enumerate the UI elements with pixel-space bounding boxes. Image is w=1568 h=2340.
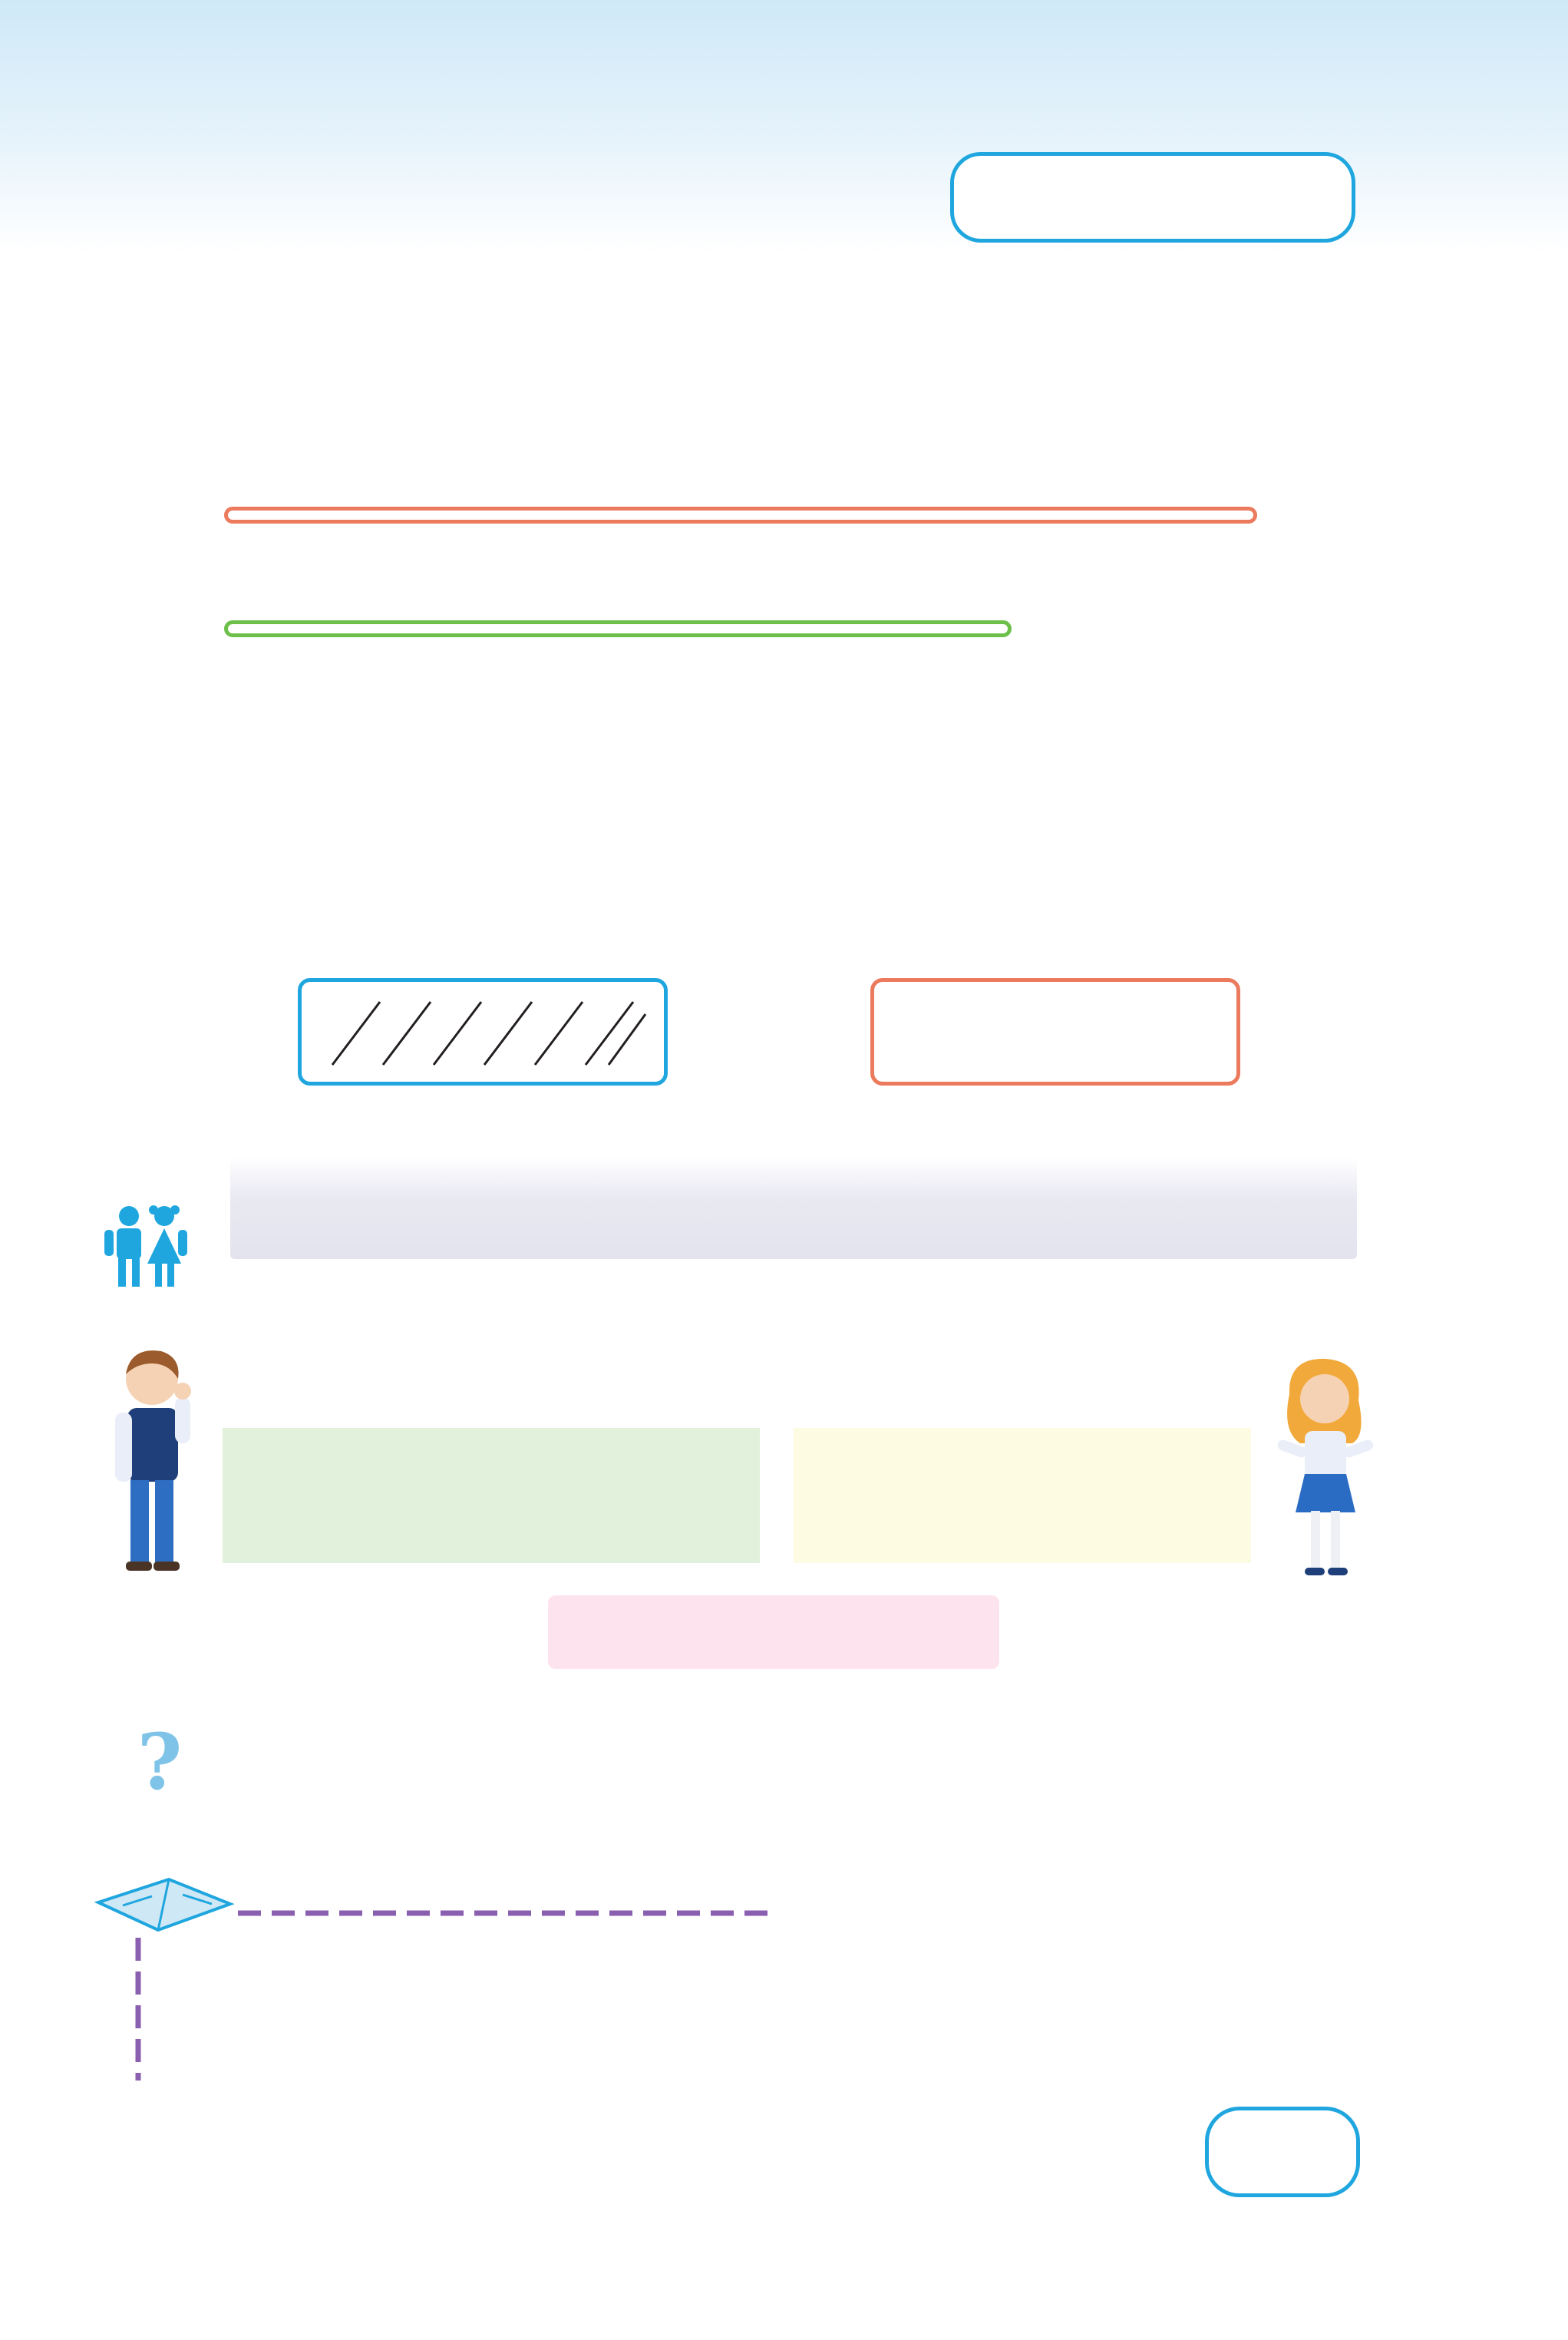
boy-illustration — [92, 1344, 215, 1574]
question-line — [232, 1781, 338, 1850]
ales-statement — [223, 1428, 760, 1563]
girl-illustration — [1251, 1351, 1397, 1581]
strike-lines — [325, 999, 647, 1068]
who-is-right — [548, 1595, 999, 1669]
homework-notebook-icon — [92, 1873, 783, 2088]
svg-text:?: ? — [137, 1720, 183, 1804]
scheme-same — [870, 978, 1240, 1086]
pair-work-icon — [100, 1202, 192, 1294]
scheme-all — [298, 978, 668, 1086]
question-option — [224, 507, 1257, 524]
lesson-badge — [950, 152, 1355, 243]
question-option — [224, 620, 1012, 637]
shape-sequence — [230, 1158, 1357, 1259]
yana-statement — [794, 1428, 1251, 1563]
page-number — [1205, 2107, 1360, 2197]
question-mark-icon — [129, 1720, 190, 1804]
